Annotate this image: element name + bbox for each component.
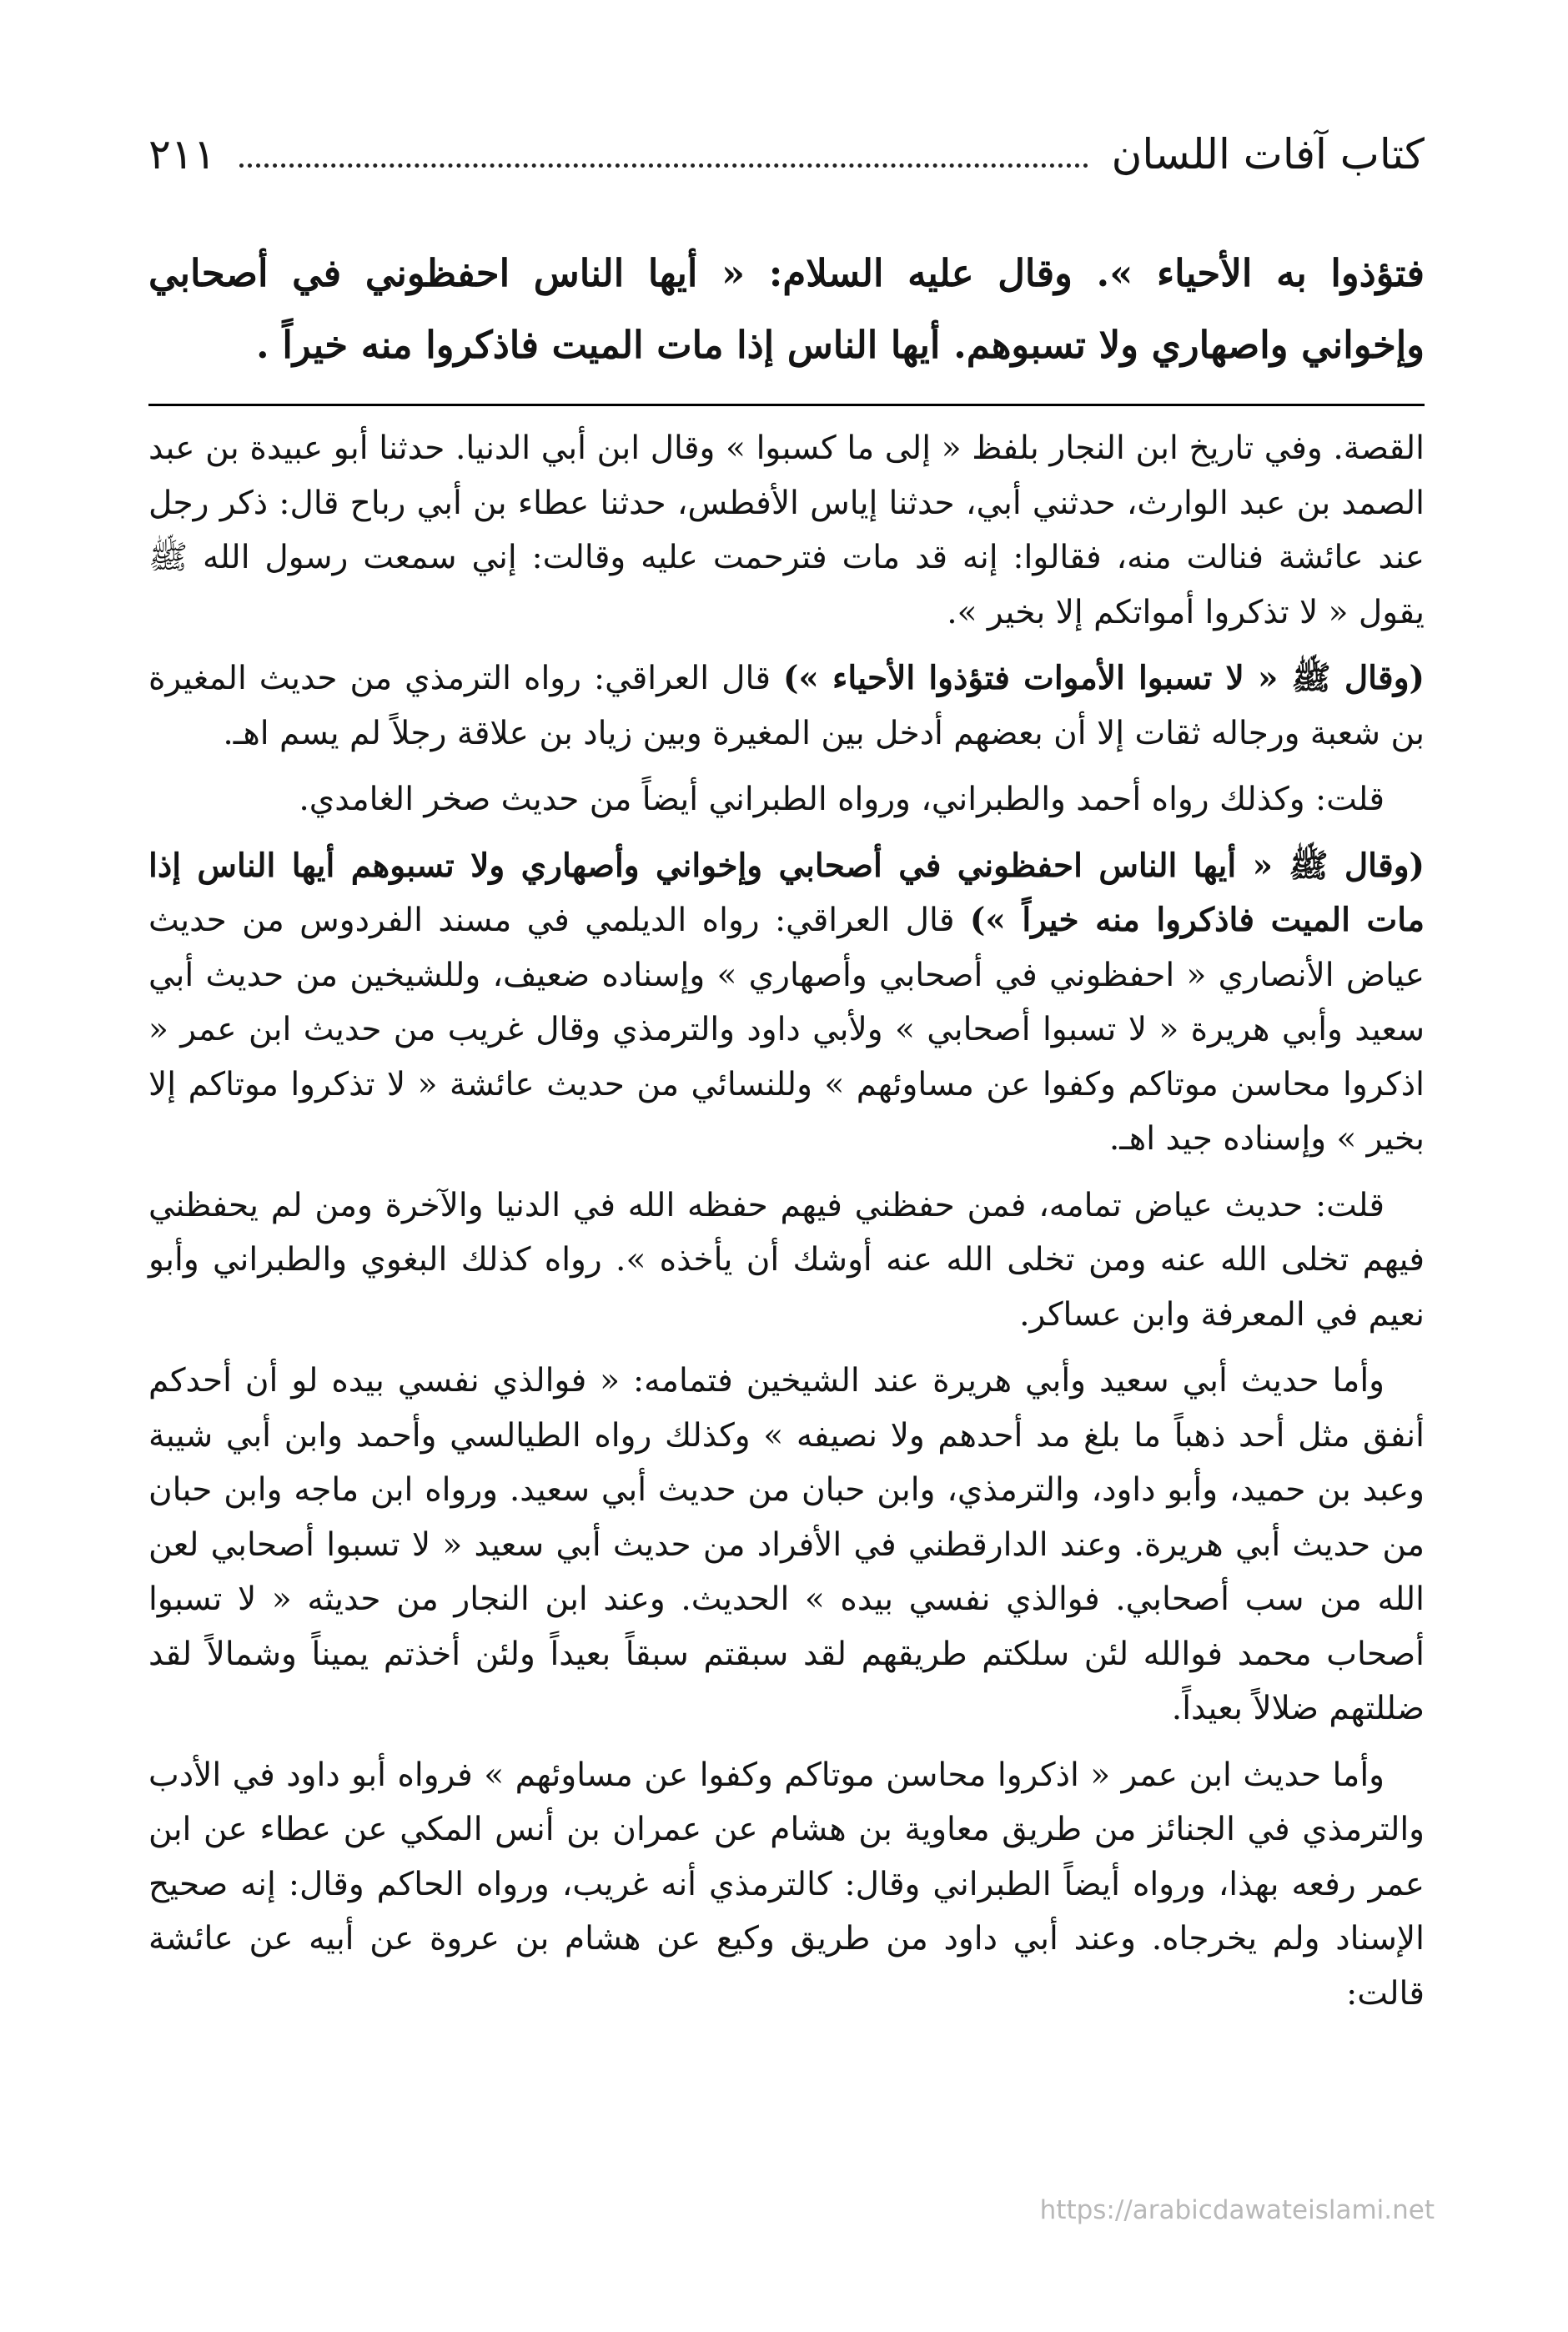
commentary-text: قال العراقي: رواه الديلمي في مسند الفردوس من حديث عياض الأنصاري « احفظوني في أصحابي وأصهاري » وإسناده ضعيف، وللشيخين من حديث أبي سعيد وأبي هريرة « لا تسبوا أصحابي » ولأبي داود والترمذي وقال غريب من حديث ابن عمر « اذكروا محاسن موتاكم وكفوا عن مساوئهم » وللنسائي من حديث عائشة « لا تذكروا موتاكم إلا بخير » وإسناده جيد اهـ. [148, 902, 1425, 1158]
watermark-url: https://arabicdawateislami.net [1039, 2195, 1435, 2225]
commentary-paragraph [148, 1748, 1425, 2022]
running-header [148, 125, 1425, 183]
header-title: كتاب آفات اللسان [1111, 130, 1425, 178]
commentary-paragraph [148, 839, 1425, 1167]
commentary-text: قلت: حديث عياض تمامه، فمن حفظني فيهم حفظه الله في الدنيا والآخرة ومن لم يحفظني فيهم تخلى الله عنه ومن تخلى الله عنه أوشك أن يأخذه ». رواه كذلك البغوي والطبراني وأبو نعيم في المعرفة وابن عساكر. [148, 1186, 1425, 1334]
commentary-paragraph [148, 1179, 1425, 1343]
page-number: ٢١١ [148, 130, 216, 178]
header-leader-dots [239, 163, 1088, 168]
commentary-text: القصة. وفي تاريخ ابن النجار بلفظ « إلى ما كسبوا » وقال ابن أبي الدنيا. حدثنا أبو عبيدة بن عبد الصمد بن عبد الوارث، حدثني أبي، حدثنا إياس الأفطس، حدثنا عطاء بن أبي رباح قال: ذكر رجل عند عائشة فنالت منه، فقالوا: إنه قد مات فترحمت عليه وقالت: إني سمعت رسول الله ﷺ يقول « لا تذكروا أمواتكم إلا بخير ». [148, 430, 1425, 631]
footnote-separator [148, 404, 1425, 406]
commentary-paragraph [148, 1354, 1425, 1736]
commentary-notes [148, 421, 1425, 2033]
commentary-text: قال العراقي: رواه الترمذي من حديث المغيرة بن شعبة ورجاله ثقات إلا أن بعضهم أدخل بين المغيرة وبين زياد بن علاقة رجلاً لم يسم اهـ. [148, 660, 1425, 752]
commentary-paragraph [148, 772, 1425, 827]
commentary-paragraph [148, 421, 1425, 640]
commentary-text: وأما حديث ابن عمر « اذكروا محاسن موتاكم وكفوا عن مساوئهم » فرواه أبو داود في الأدب والترمذي في الجنائز من طريق معاوية بن هشام عن عمران بن أنس المكي عن عطاء عن ابن عمر رفعه بهذا، ورواه أيضاً الطبراني وقال: كالترمذي أنه غريب، ورواه الحاكم وقال: إنه صحيح الإسناد ولم يخرجاه. وعند أبي داود من طريق وكيع عن هشام بن عروة عن أبيه عن عائشة قالت: [148, 1756, 1425, 2013]
commentary-paragraph [148, 651, 1425, 761]
commentary-text: وأما حديث أبي سعيد وأبي هريرة عند الشيخين فتمامه: « فوالذي نفسي بيده لو أن أحدكم أنفق مثل أحد ذهباً ما بلغ مد أحدهم ولا نصيفه » وكذلك رواه الطيالسي وأحمد وابن أبي شيبة وعبد بن حميد، وأبو داود، والترمذي، وابن حبان من حديث أبي سعيد. ورواه ابن ماجه وابن حبان من حديث أبي هريرة. وعند الدارقطني في الأفراد من حديث أبي سعيد « لا تسبوا أصحابي لعن الله من سب أصحابي. فوالذي نفسي بيده » الحديث. وعند ابن النجار من حديثه « لا تسبوا أصحاب محمد فوالله لئن سلكتم طريقهم لقد سبقتم سبقاً بعيداً ولئن أخذتم يميناً وشمالاً لقد ضللتهم ضلالاً بعيداً. [148, 1362, 1425, 1727]
quoted-hadith: (وقال ﷺ « أيها الناس احفظوني في أصحابي وإخواني وأصهاري ولا تسبوهم أيها الناس إذا مات الميت فاذكروا منه خيراً ») [148, 846, 1425, 939]
commentary-text: قلت: وكذلك رواه أحمد والطبراني، ورواه الطبراني أيضاً من حديث صخر الغامدي. [299, 781, 1385, 818]
quoted-hadith: (وقال ﷺ « لا تسبوا الأموات فتؤذوا الأحياء ») [782, 659, 1425, 697]
main-text: فتؤذوا به الأحياء ». وقال عليه السلام: « أيها الناس احفظوني في أصحابي وإخواني واصهاري ولا تسبوهم. أيها الناس إذا مات الميت فاذكروا منه خيراً . [148, 251, 1425, 367]
